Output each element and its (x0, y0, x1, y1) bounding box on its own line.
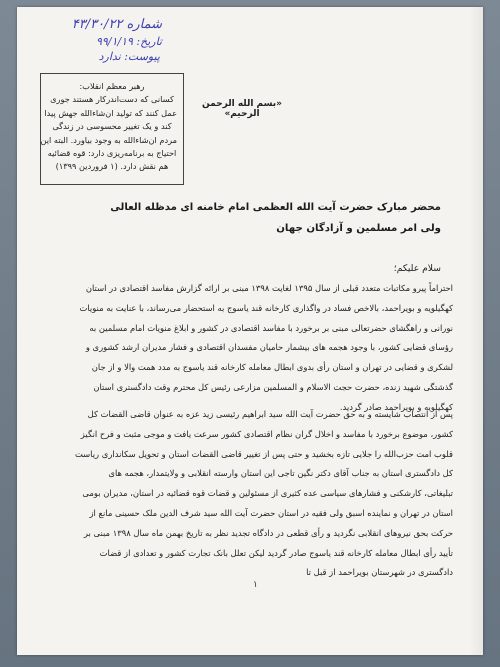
handwritten-attachment-note: پیوست: ندارد (98, 50, 160, 63)
text-line: کهگیلویه و بویراحمد صادر گردید. (339, 401, 453, 412)
quote-line: رهبر معظم انقلاب: (79, 81, 145, 91)
quote-line: هم نقش دارد. (۱ فروردین ۱۳۹۹) (55, 161, 169, 172)
salutation: سلام علیکم؛ (393, 263, 441, 274)
text-line: حرکت بحق نیروهای انقلابی نگردید و رأی قطعی در دادگاه تجدید نظر به تاریخ بهمن ماه سال ۱۳۹۸ مبنی بر (83, 527, 453, 538)
text-line: تأیید رأی ابطال معامله کارخانه قند یاسوج صادر گردید لیکن تعلل بانک تجارت کشور و تعدادی از قضات (99, 547, 453, 558)
quote-line: احتیاج به برنامه‌ریزی دارد: قوه قضائیه (47, 148, 177, 159)
text-line: دادگستری در شهرستان بویراحمد از قبل تا (306, 567, 453, 578)
text-line: پس از انتصاب شایسته و به حق حضرت آیت الله سید ابراهیم رئیسی زید عزه به عنوان قاضی القضات کل (87, 409, 453, 419)
recipient-line-1: محضر مبارک حضرت آیت الله العظمی امام خامنه ای مدظله العالی (110, 202, 441, 213)
handwritten-letter-date: تاریخ: ۹۹/۱/۱۹ (95, 35, 162, 48)
page-number: ۱ (253, 580, 258, 590)
text-line: قلوب امت حزب‌الله را جلایی تازه بخشید و حتی پس از تغییر قاضی القضات استان و تحویل سکانداری ریاست (74, 448, 453, 459)
bismillah-heading: «بسم الله الرحمن الرحیم» (202, 99, 282, 119)
handwritten-letter-number: شماره ۴۳/۳۰/۲۲ (71, 17, 162, 32)
text-line: کل دادگستری استان به جناب آقای دکتر نگین تاجی این استان وارسته انقلابی و ولایتمدار، هجمه های (108, 468, 453, 479)
text-line: تبلیغاتی، کارشکنی و فشارهای سیاسی عده کثیری از مسئولین و قضات قوه قضائیه در استان، مدیران بومی (82, 488, 453, 499)
text-line: لشکری و قضایی در تهران و استان رأی بدوی ابطال معامله کارخانه قند یاسوج به مدد همت والا و از جان (91, 362, 453, 373)
text-line: استان در تهران و نماینده اسبق ولی فقیه در استان حضرت آیت الله سید شرف الدین ملک حسینی مانع از (89, 507, 453, 518)
text-line: کهگیلویه و بویراحمد، بالاخص فساد در واگذاری کارخانه قند یاسوج به استحضار می‌رساند، با عنایت به منویات (79, 302, 453, 313)
paragraph-1 (57, 279, 453, 418)
quote-line: کسانی که دست‌اندرکار هستند جوری (50, 94, 174, 105)
paragraph-2 (57, 405, 453, 583)
recipient-line-2: ولی امر مسلمین و آزادگان جهان (276, 223, 441, 234)
text-line: رؤسای قضایی کشور، با وجود هجمه های بیشمار حامیان مفسدان اقتصادی و فشار مدیران ارشد کشوری و (85, 342, 453, 353)
text-line: نورانی و راهگشای حضرتعالی مبنی بر برخورد با مفاسد اقتصادی در کشور و ابلاغ منویات امام مسلمین به (89, 322, 453, 333)
leader-quote-box (40, 73, 184, 185)
quote-line: مردم ان‌شاءالله به وجود بیاورد. البته این (40, 134, 177, 145)
text-line: گذشتگی شهید زنده، حضرت حجت الاسلام و المسلمین مزارعی رئیس کل محترم وقت دادگستری استان (93, 381, 453, 392)
letter-page (17, 7, 483, 655)
text-line: کشور، موضوع برخورد با مفاسد و اخلال گران نظام اقتصادی کشور سرعت یافت و موجی مثبت و فرح انگیز (80, 428, 453, 439)
text-line: احتراماً پیرو مکاتبات متعدد قبلی از سال ۱۳۹۵ لغایت ۱۳۹۸ مبنی بر ارائه گزارش مفاسد اقتصادی در استان (85, 283, 453, 293)
quote-line: عمل کنند که تولید ان‌شاءالله جهش پیدا (44, 107, 177, 118)
quote-line: کند و یک تغییر محسوسی در زندگی (52, 121, 172, 132)
